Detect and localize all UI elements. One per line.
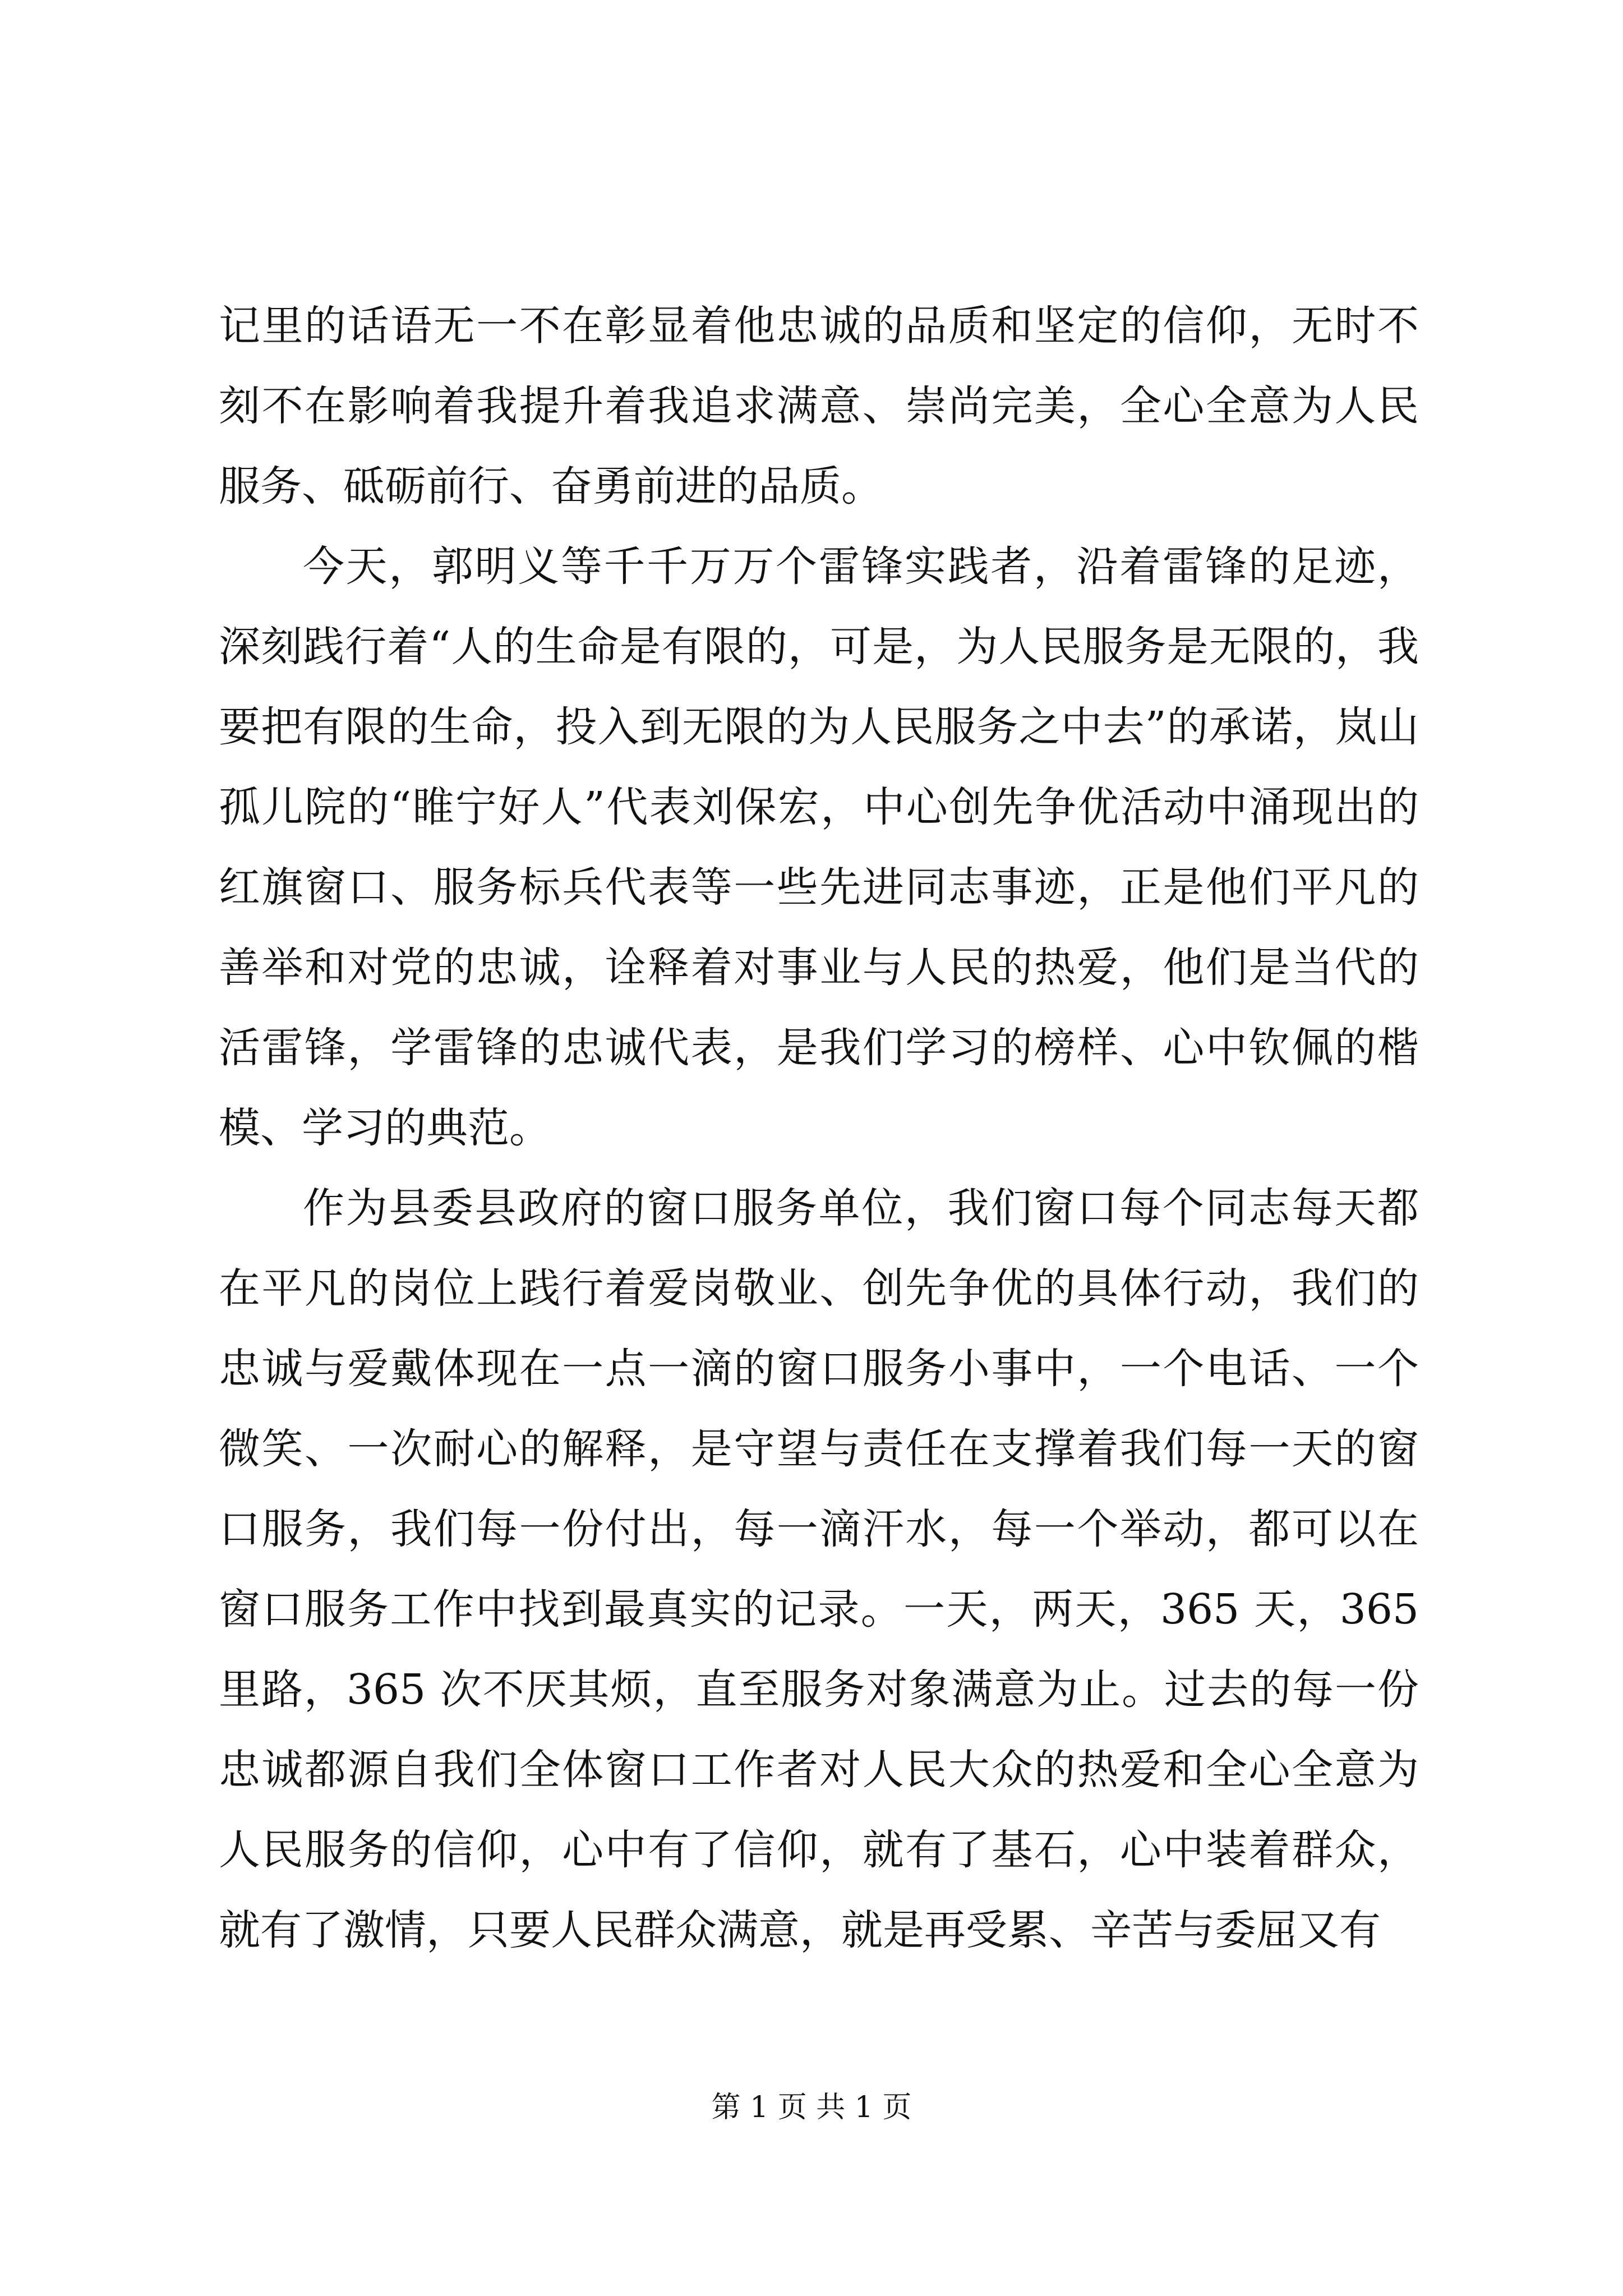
document-body xyxy=(219,286,1419,1971)
paragraph-2: 今天，郭明义等千千万万个雷锋实践者，沿着雷锋的足迹，深刻践行着“人的生命是有限的，可是，为人民服务是无限的，我要把有限的生命，投入到无限的为人民服务之中去”的承诺，岚山孤儿院的“睢宁好人”代表刘保宏，中心创先争优活动中涌现出的红旗窗口、服务标兵代表等一些先进同志事迹，正是他们平凡的善举和对党的忠诚，诠释着对事业与人民的热爱，他们是当代的活雷锋，学雷锋的忠诚代表，是我们学习的榜样、心中钦佩的楷模、学习的典范。 xyxy=(219,542,1419,1152)
paragraph-3: 作为县委县政府的窗口服务单位，我们窗口每个同志每天都在平凡的岗位上践行着爱岗敬业、创先争优的具体行动，我们的忠诚与爱戴体现在一点一滴的窗口服务小事中，一个电话、一个微笑、一次耐心的解释，是守望与责任在支撑着我们每一天的窗口服务，我们每一份付出，每一滴汗水，每一个举动，都可以在窗口服务工作中找到最真实的记录。一天，两天，365 天，365 里路，365 次不厌其烦，直至服务对象满意为止。过去的每一份忠诚都源自我们全体窗口工作者对人民大众的热爱和全心全意为人民服务的信仰，心中有了信仰，就有了基石，心中装着群众，就有了激情，只要人民群众满意，就是再受累、辛苦与委屈又有 xyxy=(219,1184,1419,1954)
page-footer: 第 1 页 共 1 页 xyxy=(711,2091,912,2124)
paragraph-1: 记里的话语无一不在彰显着他忠诚的品质和坚定的信仰，无时不刻不在影响着我提升着我追求满意、崇尚完美，全心全意为人民服务、砥砺前行、奋勇前进的品质。 xyxy=(219,302,1419,510)
